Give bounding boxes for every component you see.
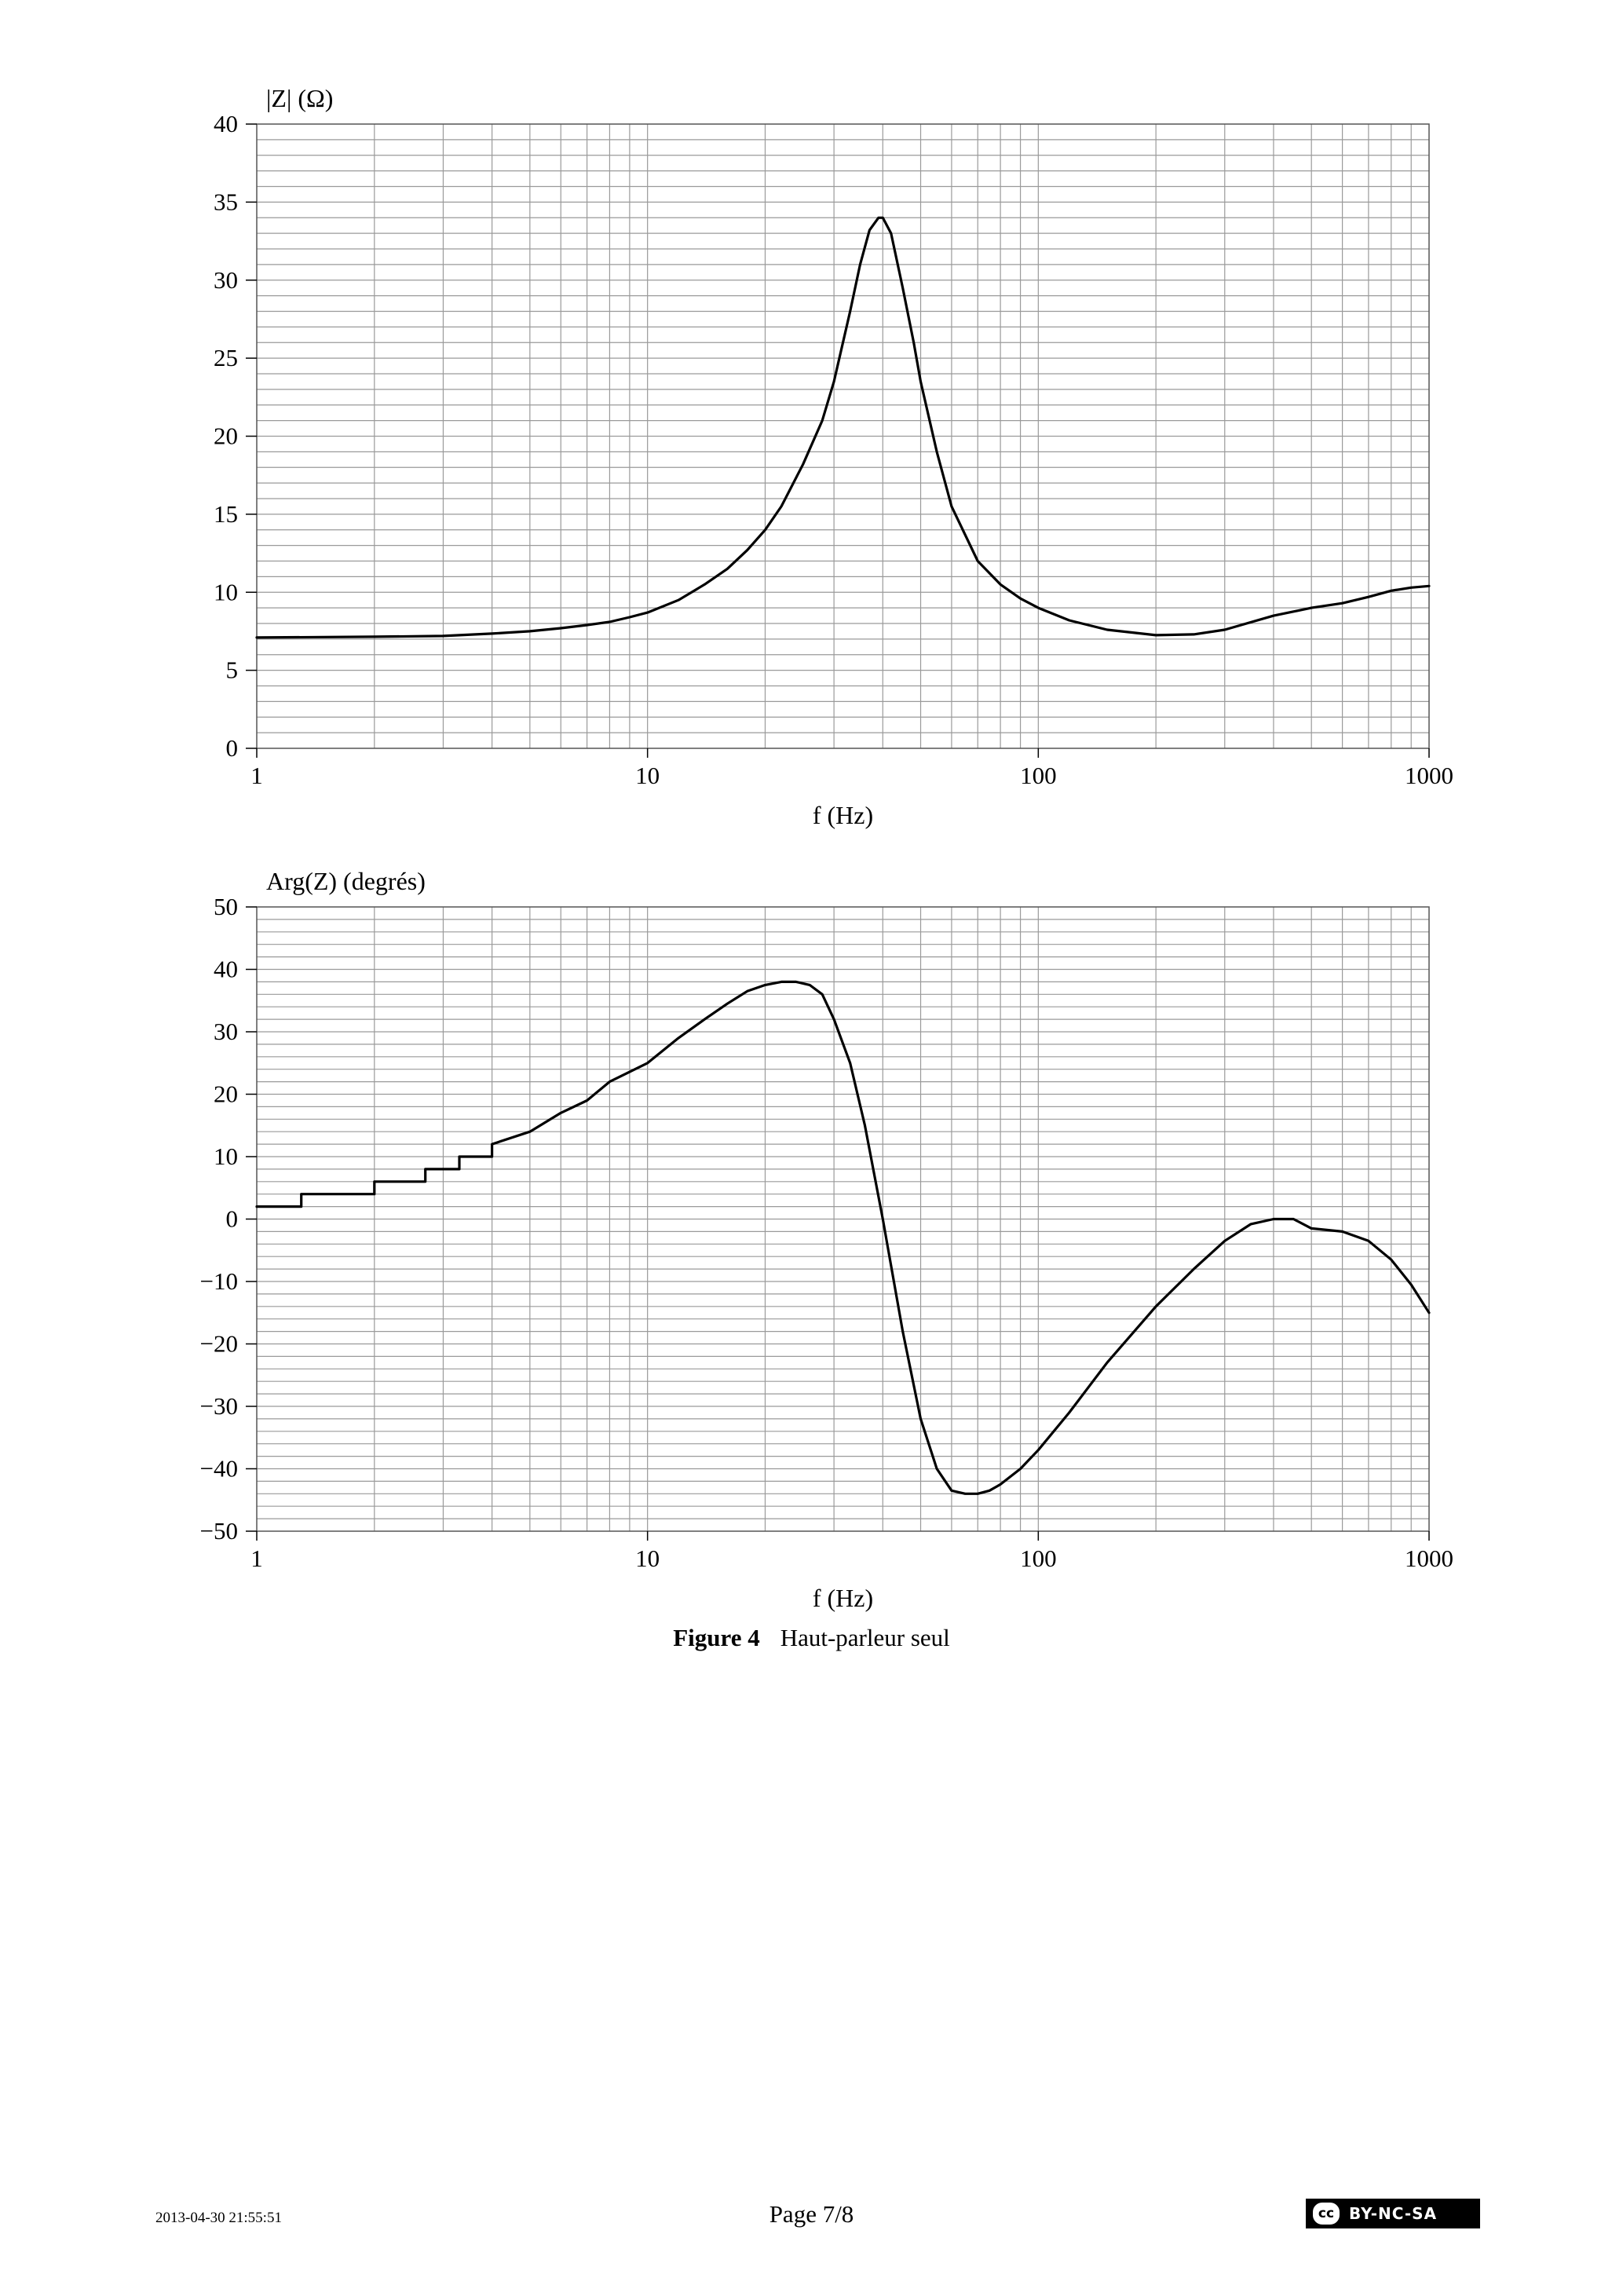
y-tick-label: 30	[214, 1018, 238, 1045]
x-tick-label: 10	[635, 1545, 660, 1572]
figure-caption-label: Figure 4	[673, 1624, 760, 1651]
y-axis-label: |Z| (Ω)	[266, 84, 334, 112]
x-tick-label: 100	[1020, 1545, 1057, 1572]
series-line-1	[257, 982, 1429, 1493]
y-tick-label: 25	[214, 344, 238, 372]
grid-lines	[257, 124, 1429, 748]
x-tick-label: 1000	[1405, 1545, 1453, 1572]
y-tick-label: 0	[225, 734, 238, 762]
y-tick-label: −40	[199, 1454, 238, 1483]
license-text: BY-NC-SA	[1349, 2204, 1438, 2223]
x-tick-label: 1	[250, 762, 263, 789]
y-tick-label: 30	[214, 265, 238, 294]
y-tick-label: −50	[199, 1517, 238, 1545]
chart-2	[200, 867, 1453, 1612]
series-line-1	[257, 218, 1429, 638]
license-badge	[1306, 2199, 1480, 2228]
y-tick-label: 35	[214, 188, 238, 216]
x-tick-label: 1000	[1405, 762, 1453, 789]
y-tick-label: 20	[214, 422, 238, 450]
footer-timestamp: 2013-04-30 21:55:51	[155, 2210, 282, 2226]
x-axis-label: f (Hz)	[812, 1584, 874, 1612]
y-tick-label: 40	[214, 955, 238, 983]
y-axis-label: Arg(Z) (degrés)	[266, 867, 426, 895]
footer-page-number: Page 7/8	[769, 2200, 854, 2228]
y-tick-label: −30	[199, 1392, 238, 1420]
x-tick-label: 10	[635, 762, 660, 789]
y-tick-label: 10	[214, 578, 238, 606]
y-tick-label: 0	[225, 1205, 238, 1233]
y-tick-label: 40	[214, 110, 238, 137]
y-tick-label: 15	[214, 499, 238, 528]
chart-1	[214, 84, 1453, 829]
y-tick-label: 50	[214, 893, 238, 920]
y-tick-label: 10	[214, 1143, 238, 1170]
y-tick-label: 5	[225, 656, 238, 684]
cc-icon: cc	[1311, 2201, 1341, 2226]
grid-lines	[257, 907, 1429, 1531]
figure-caption	[0, 1624, 1623, 1652]
figure-caption-text: Haut-parleur seul	[780, 1624, 950, 1651]
y-tick-label: −20	[199, 1329, 238, 1358]
y-tick-label: −10	[199, 1267, 238, 1295]
x-tick-label: 100	[1020, 762, 1057, 789]
x-axis-label: f (Hz)	[812, 801, 874, 829]
y-tick-label: 20	[214, 1080, 238, 1108]
x-tick-label: 1	[250, 1545, 263, 1572]
